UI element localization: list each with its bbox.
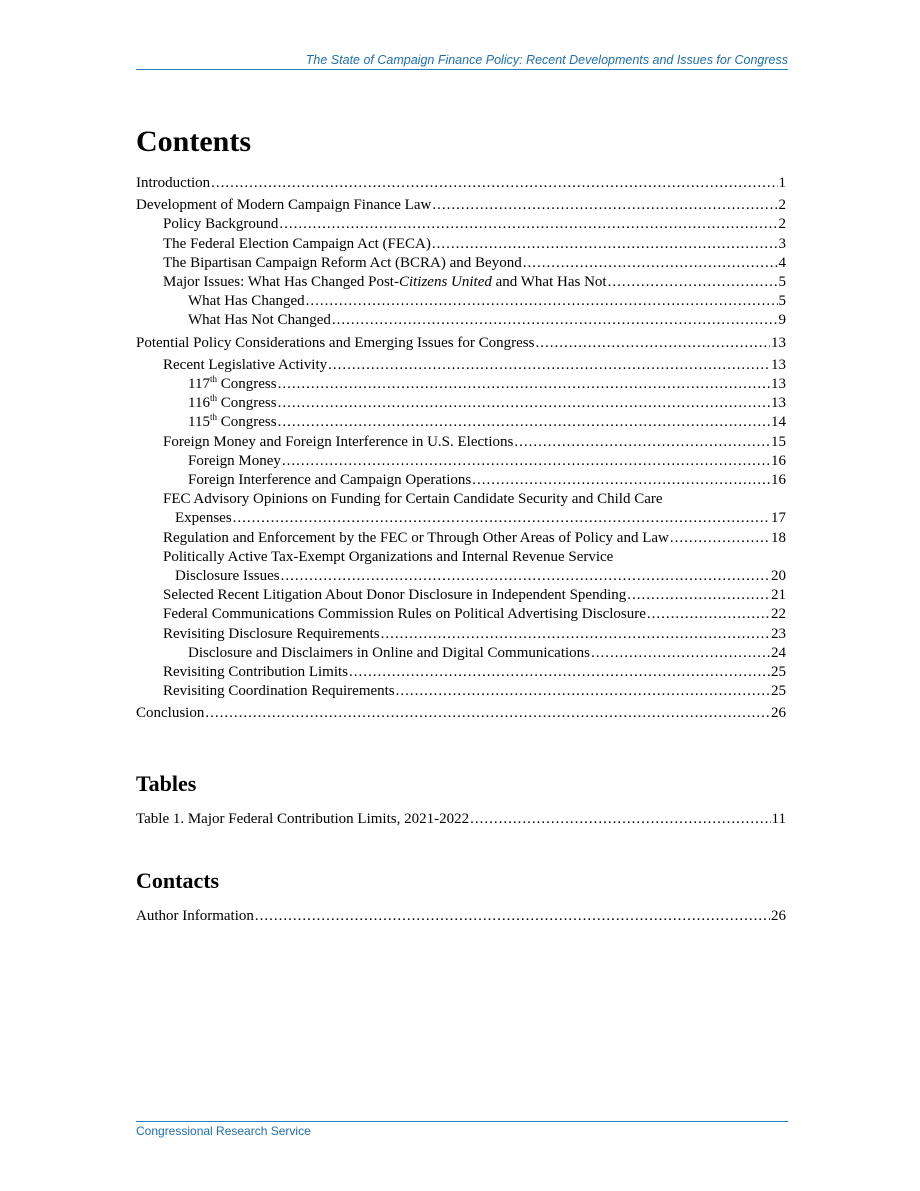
contacts-heading: Contacts — [136, 867, 220, 893]
header-rule — [136, 69, 788, 70]
toc-entry-line: Politically Active Tax-Exempt Organizations and Internal Revenue Service — [163, 548, 614, 565]
toc-entry-recent-litigation[interactable]: Selected Recent Litigation About Donor Disclosure in Independent Spending ..... 21 — [136, 586, 786, 605]
contacts-list — [136, 907, 786, 926]
toc-entry-bcra[interactable]: The Bipartisan Campaign Reform Act (BCRA) and Beyond ..... 4 — [136, 254, 786, 273]
toc-entry-fcc-rules[interactable]: Federal Communications Commission Rules on Political Advertising Disclosure ..... 22 — [136, 605, 786, 624]
toc-entry-introduction[interactable]: Introduction ..... 1 — [136, 174, 786, 193]
toc-entry-115th-congress[interactable]: 115th Congress ..... 14 — [136, 413, 786, 432]
toc-entry-foreign-money[interactable]: Foreign Money ..... 16 — [136, 452, 786, 471]
toc-entry-regulation-enforcement[interactable]: Regulation and Enforcement by the FEC or Through Other Areas of Policy and Law ..... 18 — [136, 529, 786, 548]
case-name-citizens-united: Citizens United — [398, 274, 492, 291]
tables-heading: Tables — [136, 770, 197, 796]
document-body — [136, 124, 786, 926]
toc-entry-online-disclosure[interactable]: Disclosure and Disclaimers in Online and Digital Communications ..... 24 — [136, 644, 786, 663]
toc-entry-table-1[interactable]: Table 1. Major Federal Contribution Limits, 2021-2022 ..... 11 — [136, 810, 786, 829]
toc-entry-revisiting-disclosure[interactable]: Revisiting Disclosure Requirements ..... 23 — [136, 625, 786, 644]
list-of-tables — [136, 810, 786, 829]
toc-entry-fec-advisory-opinions[interactable]: FEC Advisory Opinions on Funding for Certain Candidate Security and Child Care Expenses ..... 17 — [136, 490, 786, 528]
toc-entry-117th-congress[interactable]: 117th Congress ..... 13 — [136, 375, 786, 394]
toc-entry-potential-policy[interactable]: Potential Policy Considerations and Emerging Issues for Congress ..... 13 — [136, 334, 786, 353]
running-header: The State of Campaign Finance Policy: Recent Developments and Issues for Congress — [305, 53, 788, 67]
toc-entry-116th-congress[interactable]: 116th Congress ..... 13 — [136, 394, 786, 413]
toc-entry-policy-background[interactable]: Policy Background ..... 2 — [136, 215, 786, 234]
contents-heading: Contents — [136, 125, 252, 158]
toc-entry-author-information[interactable]: Author Information ..... 26 — [136, 907, 786, 926]
table-of-contents — [136, 174, 786, 724]
toc-entry-coordination[interactable]: Revisiting Coordination Requirements ..... 25 — [136, 682, 786, 701]
toc-entry-what-has-changed[interactable]: What Has Changed ..... 5 — [136, 292, 786, 311]
toc-entry-foreign-interference[interactable]: Foreign Interference and Campaign Operations ..... 16 — [136, 471, 786, 490]
toc-text-major-issues: Major Issues: What Has Changed Post- — [163, 274, 399, 291]
toc-text-what-has-not: and What Has Not — [491, 274, 607, 291]
toc-entry-tax-exempt-organizations[interactable]: Politically Active Tax-Exempt Organizations and Internal Revenue Service Disclosure Issues ..... 20 — [136, 548, 786, 586]
toc-entry-foreign-money-interference[interactable]: Foreign Money and Foreign Interference in U.S. Elections ..... 15 — [136, 433, 786, 452]
toc-entry-line: FEC Advisory Opinions on Funding for Certain Candidate Security and Child Care — [163, 491, 663, 508]
toc-entry-development[interactable]: Development of Modern Campaign Finance Law ..... 2 — [136, 196, 786, 215]
toc-entry-feca[interactable]: The Federal Election Campaign Act (FECA) ..... 3 — [136, 235, 786, 254]
toc-entry-recent-legislative[interactable]: Recent Legislative Activity ..... 13 — [136, 356, 786, 375]
toc-entry-conclusion[interactable]: Conclusion ..... 26 — [136, 704, 786, 723]
toc-entry-major-issues[interactable]: Major Issues: What Has Changed Post-Citizens United and What Has Not ..... 5 — [136, 273, 786, 292]
toc-entry-contribution-limits[interactable]: Revisiting Contribution Limits ..... 25 — [136, 663, 786, 682]
toc-entry-what-has-not-changed[interactable]: What Has Not Changed ..... 9 — [136, 311, 786, 330]
footer-rule — [136, 1121, 788, 1122]
running-footer: Congressional Research Service — [136, 1124, 311, 1138]
